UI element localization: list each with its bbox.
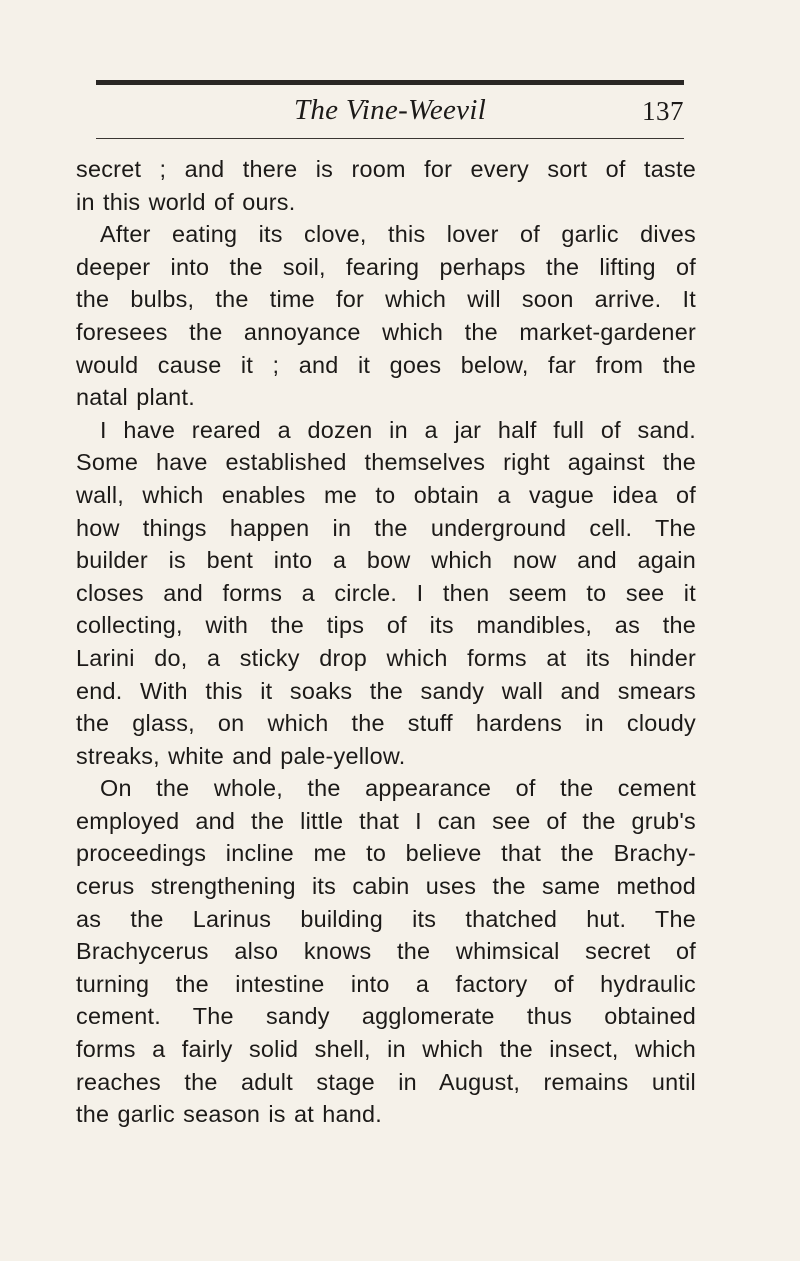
text-line: streaks, white and pale-yellow.	[76, 742, 406, 769]
text-line: builder is bent into a bow which now and again	[76, 547, 696, 574]
text-line: natal plant.	[76, 384, 195, 411]
text-line: collecting, with the tips of its mandibles, as the	[76, 612, 696, 639]
text-line: end. With this it soaks the sandy wall and smears	[76, 677, 696, 704]
text-line: closes and forms a circle. I then seem to see it	[76, 579, 696, 606]
text-line: the bulbs, the time for which will soon arrive. It	[76, 286, 696, 313]
text-line: proceedings incline me to believe that the Brachy-	[76, 840, 696, 867]
header-rule-thick	[96, 80, 684, 85]
text-line: Brachycerus also knows the whimsical secret of	[76, 938, 696, 965]
text-line: employed and the little that I can see of the grub's	[76, 807, 696, 834]
running-title: The Vine-Weevil	[293, 94, 487, 126]
text-line: how things happen in the underground cell. The	[76, 514, 696, 541]
text-line: forms a fairly solid shell, in which the insect, which	[76, 1036, 696, 1063]
text-line: I have reared a dozen in a jar half full of sand.	[100, 416, 696, 443]
text-line: turning the intestine into a factory of hydraulic	[76, 970, 696, 997]
text-line: Some have established themselves right against the	[76, 449, 696, 476]
text-line: the garlic season is at hand.	[76, 1101, 383, 1128]
text-line: foresees the annoyance which the market-gardener	[76, 318, 696, 345]
text-line: reaches the adult stage in August, remains until	[76, 1068, 696, 1095]
text-line: cerus strengthening its cabin uses the same method	[76, 873, 696, 900]
running-head	[96, 90, 684, 134]
text-line: After eating its clove, this lover of garlic dives	[100, 221, 696, 248]
text-line: wall, which enables me to obtain a vague idea of	[76, 481, 696, 508]
text-line: the glass, on which the stuff hardens in cloudy	[76, 710, 696, 737]
page-number: 137	[642, 96, 684, 126]
body-text	[76, 153, 696, 1131]
header-rule-thin	[96, 138, 684, 139]
text-line: cement. The sandy agglomerate thus obtained	[76, 1003, 696, 1030]
text-line: would cause it ; and it goes below, far from the	[76, 351, 696, 378]
text-line: as the Larinus building its thatched hut. The	[76, 905, 696, 932]
text-line: secret ; and there is room for every sort of taste	[76, 156, 696, 182]
text-line: in this world of ours.	[76, 188, 296, 215]
text-line: On the whole, the appearance of the cement	[100, 775, 696, 802]
text-line: Larini do, a sticky drop which forms at its hinder	[76, 644, 696, 671]
text-line: deeper into the soil, fearing perhaps the lifting of	[76, 253, 696, 280]
